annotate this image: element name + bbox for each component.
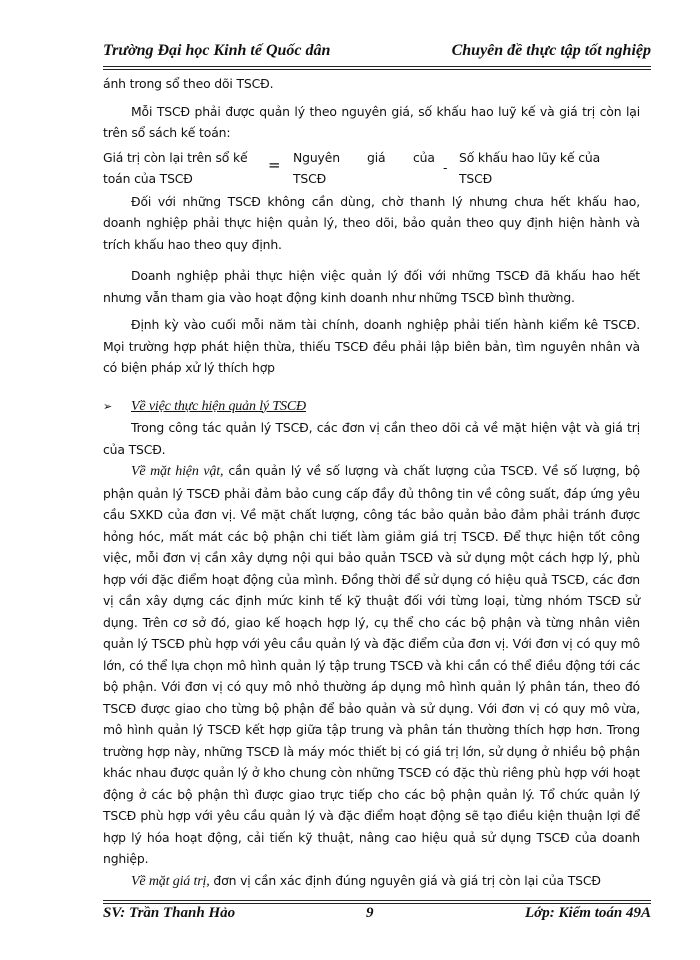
paragraph-7-emphasis: Về mặt hiện vật, bbox=[131, 464, 224, 479]
formula-term2-line1: Số khấu hao lũy kế của bbox=[459, 149, 601, 165]
header-university: Trường Đại học Kinh tế Quốc dân bbox=[103, 42, 331, 59]
formula-lhs-line2: toán của TSCĐ bbox=[103, 170, 193, 186]
formula-equals: = bbox=[268, 155, 281, 174]
header-rule-thin bbox=[103, 69, 651, 70]
formula-lhs-line1: Giá trị còn lại trên sổ kế bbox=[103, 149, 248, 165]
formula-minus: - bbox=[443, 159, 448, 175]
formula-term1-line2: TSCĐ bbox=[293, 170, 327, 186]
page-footer bbox=[103, 905, 651, 925]
paragraph-5: Định kỳ vào cuối mỗi năm tài chính, doanh nghiệp phải tiến hành kiểm kê TSCĐ. Mọi trường hợp phát hiện thừa, thiếu TSCĐ đều phải lập biên bản, tìm nguyên nhân và có biện pháp xử lý thích hợp bbox=[103, 317, 640, 375]
paragraph-7 bbox=[103, 460, 640, 870]
page-number: 9 bbox=[366, 905, 374, 921]
paragraph-6: Trong công tác quản lý TSCĐ, các đơn vị cần theo dõi cả về mặt hiện vật và giá trị của TSCĐ. bbox=[103, 420, 640, 457]
formula-term1-word2: giá bbox=[367, 149, 386, 165]
paragraph-8-text: đơn vị cần xác định đúng nguyên giá và giá trị còn lại của TSCĐ bbox=[209, 872, 601, 888]
header-report-title: Chuyên đề thực tập tốt nghiệp bbox=[451, 42, 651, 59]
paragraph-8 bbox=[103, 870, 640, 893]
footer-class: Lớp: Kiểm toán 49A bbox=[525, 905, 651, 921]
formula-term1-word3: của bbox=[413, 149, 435, 165]
formula-term1-word1: Nguyên bbox=[293, 149, 340, 165]
header-rule bbox=[103, 66, 651, 67]
footer-student: SV: Trần Thanh Hảo bbox=[103, 905, 236, 921]
section-heading bbox=[103, 395, 640, 418]
paragraph-2: Mỗi TSCĐ phải được quản lý theo nguyên giá, số khấu hao luỹ kế và giá trị còn lại trên sổ sách kế toán: bbox=[103, 103, 640, 140]
page-body bbox=[103, 73, 640, 892]
paragraph-1: ánh trong sổ theo dõi TSCĐ. bbox=[103, 76, 274, 91]
paragraph-7-text: cần quản lý về số lượng và chất lượng của TSCĐ. Về số lượng, bộ phận quản lý TSCĐ phải đảm bảo cung cấp đầy đủ thông tin về công suất, đáp ứng yêu cầu SXKD của đơn vị. Về mặt chất lượng, công tác bảo quản bảo đảm phải tránh được hỏng hóc, mất mát các bộ phận chi tiết làm giảm giá trị TSCĐ. Để thực hiện tốt công việc, mỗi đơn vị cần xây dựng nội qui bảo quản TSCĐ và sử dụng một cách hợp lý, phù hợp với đặc điểm hoạt động của mình. Đồng thời để sử dụng có hiệu quả TSCĐ, các đơn vị cần xây dựng các định mức kinh tế kỹ thuật đối với từng loại, từng nhóm TSCĐ sử dụng. Trên cơ sở đó, giao kế hoạch hợp lý, cụ thể cho các bộ phận và từng nhân viên quản lý TSCĐ phù hợp với yêu cầu quản lý và đặc điểm của đơn vị. Với đơn vị có quy mô lớn, có thể lựa chọn mô hình quản lý tập trung TSCĐ và khi cần có thể điều động tới các bộ phận. Với đơn vị có quy mô nhỏ thường áp dụng mô hình quản lý phân tán, theo đó TSCĐ được giao cho từng bộ phận để bảo quản và sử dụng. Với đơn vị có quy mô vừa, mô hình quản lý TSCĐ kết hợp giữa tập trung và phân tán thường thích hợp hơn. Trong trường hợp này, những TSCĐ là máy móc thiết bị có giá trị lớn, sử dụng ở nhiều bộ phận khác nhau được quản lý ở kho chung còn những TSCĐ có đặc thù riêng phù hợp với hoạt động ở các bộ phận thì được giao trực tiếp cho các bộ phận quản lý. Tổ chức quản lý TSCĐ phù hợp với yêu cầu quản lý và đặc điểm hoạt động sẽ tạo điều kiện thuận lợi để hợp lý hóa hoạt động, cải tiến kỹ thuật, nâng cao hiệu quả sử dụng TSCĐ của doanh nghiệp. bbox=[103, 463, 640, 866]
footer-rule-thin bbox=[103, 900, 651, 901]
formula-term2-line2: TSCĐ bbox=[459, 170, 493, 186]
page-header bbox=[103, 42, 651, 62]
arrow-bullet-icon: ➢ bbox=[103, 399, 113, 413]
footer-rule bbox=[103, 903, 651, 904]
residual-value-formula bbox=[103, 147, 640, 191]
section-heading-text: Về việc thực hiện quản lý TSCĐ bbox=[131, 398, 306, 414]
paragraph-3: Đối với những TSCĐ không cần dùng, chờ thanh lý nhưng chưa hết khấu hao, doanh nghiệp phải thực hiện quản lý, theo dõi, bảo quản theo quy định hiện hành và trích khấu hao theo quy định. bbox=[103, 193, 640, 252]
paragraph-4: Doanh nghiệp phải thực hiện việc quản lý đối với những TSCĐ đã khấu hao hết nhưng vẫn tham gia vào hoạt động kinh doanh như những TSCĐ bình thường. bbox=[103, 268, 640, 305]
paragraph-8-emphasis: Về mặt giá trị, bbox=[131, 873, 210, 889]
